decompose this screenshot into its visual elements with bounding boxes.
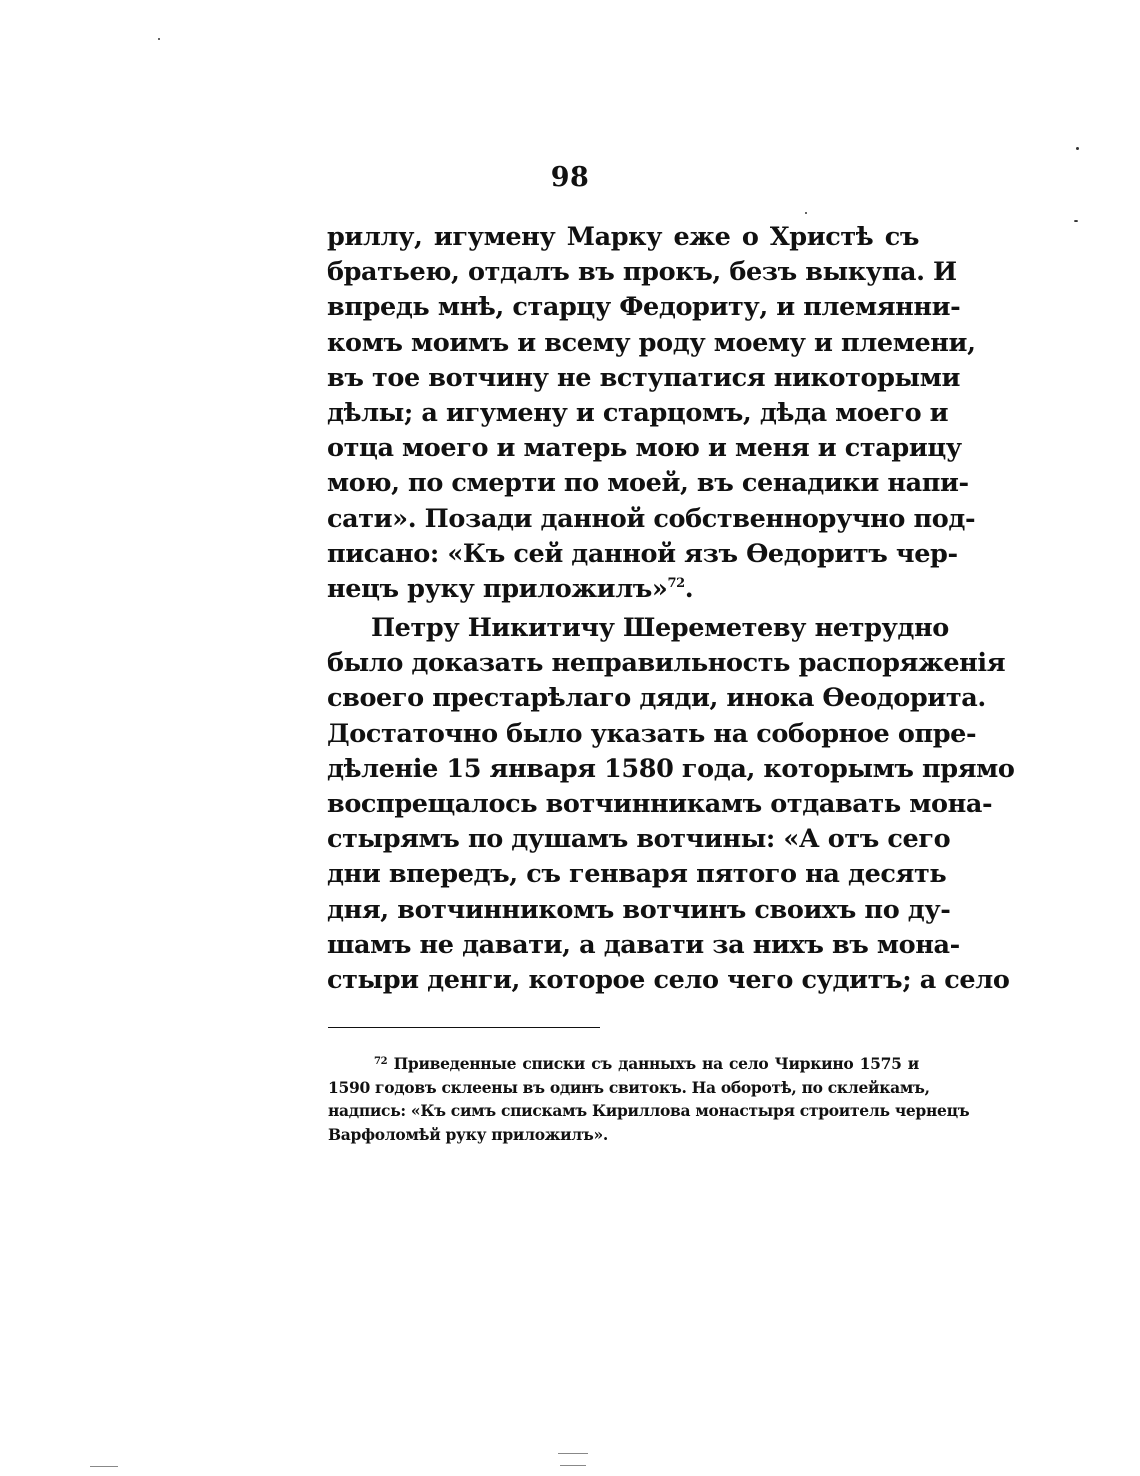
- text-line: братьею, отдалъ въ прокъ, безъ выкупа. И: [327, 257, 957, 288]
- scan-mark: [560, 1465, 586, 1466]
- footnote-line: [328, 1052, 919, 1076]
- text-line: своего престарѣлаго дяди, инока Ѳеодорита.: [327, 683, 986, 714]
- text-line-with-note: [327, 572, 919, 607]
- text-line: комъ моимъ и всему роду моему и племени,: [327, 327, 976, 358]
- text-line: дня, вотчинникомъ вотчинъ своихъ по ду-: [327, 894, 951, 925]
- scan-mark: [90, 1466, 118, 1467]
- footnote-line: 1590 годовъ склеены въ одинъ свитокъ. На оборотѣ, по склейкамъ,: [328, 1077, 930, 1097]
- text-line: впредь мнѣ, старцу Федориту, и племянни-: [327, 292, 961, 323]
- scan-speck: [805, 212, 807, 214]
- text-line: Достаточно было указать на соборное опре-: [327, 718, 977, 749]
- text-line: стыри денги, которое село чего судитъ; а село: [327, 964, 1010, 995]
- footnote-line: надпись: «Къ симъ спискамъ Кириллова монастыря строитель чернецъ: [328, 1101, 970, 1120]
- text-line: дни впередъ, съ генваря пятого на десять: [327, 859, 947, 890]
- text-line: Петру Никитичу Шереметеву нетрудно: [371, 613, 949, 644]
- footnote-line: Варфоломѣй руку приложилъ».: [328, 1124, 608, 1144]
- text-line: сати». Позади данной собственноручно под-: [327, 503, 976, 534]
- footnote-reference[interactable]: 72: [667, 575, 685, 591]
- text-line: писано: «Къ сей данной язъ Ѳедоритъ чер-: [327, 538, 958, 569]
- footnote-divider: [328, 1027, 600, 1028]
- footnote-text: Приведенные списки съ данныхъ на село Чиркино 1575 и: [393, 1054, 919, 1073]
- text-line: шамъ не давати, а давати за нихъ въ мона-: [327, 929, 960, 960]
- scan-speck: [1074, 220, 1078, 222]
- text-line: дѣлы; а игумену и старцомъ, дѣда моего и: [327, 397, 949, 428]
- text-line: въ тое вотчину не вступатися никоторыми: [327, 362, 960, 393]
- scan-speck: [158, 38, 160, 40]
- text-line-content: нецъ руку приложилъ»: [327, 573, 668, 604]
- text-line: дѣленіе 15 января 1580 года, которымъ прямо: [327, 753, 1015, 784]
- sentence-end: .: [684, 573, 694, 604]
- footnote-mark: 72: [374, 1056, 388, 1067]
- main-text: [327, 220, 1015, 998]
- text-line: мою, по смерти по моей, въ сенадики напи-: [327, 468, 969, 499]
- text-line: было доказать неправильность распоряженія: [327, 648, 1006, 679]
- text-line: стырямъ по душамъ вотчины: «А отъ сего: [327, 824, 951, 855]
- text-line: отца моего и матерь мою и меня и старицу: [327, 433, 962, 464]
- scan-mark: [558, 1453, 588, 1454]
- scan-speck: [1076, 147, 1079, 150]
- page-number: 98: [550, 162, 590, 193]
- footnotes: [328, 1052, 970, 1146]
- text-line: воспрещалось вотчинникамъ отдавать мона-: [327, 789, 993, 819]
- text-line: риллу, игумену Марку еже о Христѣ съ: [327, 222, 919, 252]
